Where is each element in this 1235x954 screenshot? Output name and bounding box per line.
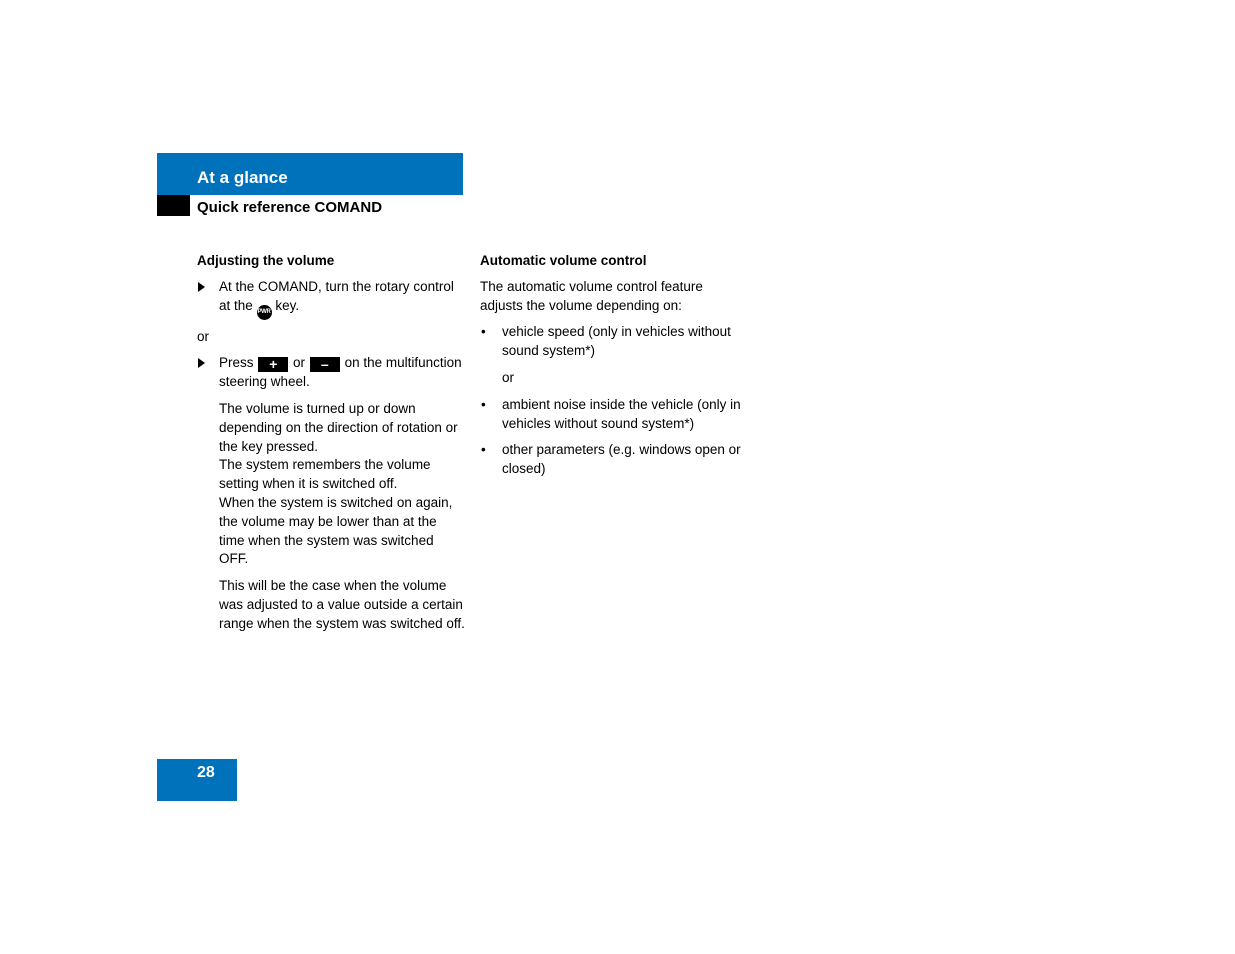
step-steering-wheel (197, 354, 465, 392)
list-item (480, 396, 748, 434)
right-column (480, 252, 748, 487)
note-line: The volume is turned up or down depending on the direction of rotation or the key pressed. (219, 400, 458, 454)
triangle-bullet-icon (198, 282, 205, 292)
heading-automatic-volume: Automatic volume control (480, 253, 647, 268)
list-item-text: ambient noise inside the vehicle (only in vehicles without sound system*) (502, 396, 741, 431)
pwr-key-icon: PWR (257, 305, 272, 320)
step-text-suffix: key. (275, 297, 300, 313)
note-line: When the system is switched on again, the volume may be lower than at the time when the system was switched OFF. (219, 494, 453, 567)
section-title: At a glance (197, 168, 288, 187)
list-item (480, 441, 748, 479)
bullet-icon: • (481, 324, 486, 340)
list-item-text: vehicle speed (only in vehicles without sound system*) (502, 324, 731, 359)
subsection-title: Quick reference COMAND (197, 199, 383, 216)
left-column (197, 252, 465, 642)
subsection-marker (157, 195, 190, 216)
minus-key-icon: – (310, 357, 340, 372)
step-text: At the COMAND, turn the rotary control at the (219, 278, 454, 313)
heading-adjusting-volume: Adjusting the volume (197, 253, 335, 268)
bullet-icon: • (481, 396, 486, 412)
step-text-suffix: on the multifunction steering wheel. (219, 355, 462, 390)
or-separator: or (502, 369, 515, 385)
list-item (480, 323, 748, 361)
list-item-text: other parameters (e.g. windows open or closed) (502, 442, 741, 477)
page-number-box (157, 759, 237, 801)
step-text-or: or (293, 355, 306, 371)
plus-key-icon: + (258, 357, 288, 372)
volume-note (197, 400, 465, 569)
or-separator: or (197, 328, 210, 344)
step-rotary-control (197, 278, 465, 320)
volume-range-note: This will be the case when the volume was adjusted to a value outside a certain range when the system was switched off. (219, 578, 465, 631)
page-number: 28 (197, 764, 215, 781)
triangle-bullet-icon (198, 358, 205, 368)
step-text: Press (219, 355, 254, 371)
bullet-icon: • (481, 442, 486, 458)
intro-text: The automatic volume control feature adjusts the volume depending on: (480, 278, 703, 313)
note-line: The system remembers the volume setting when it is switched off. (219, 457, 431, 492)
